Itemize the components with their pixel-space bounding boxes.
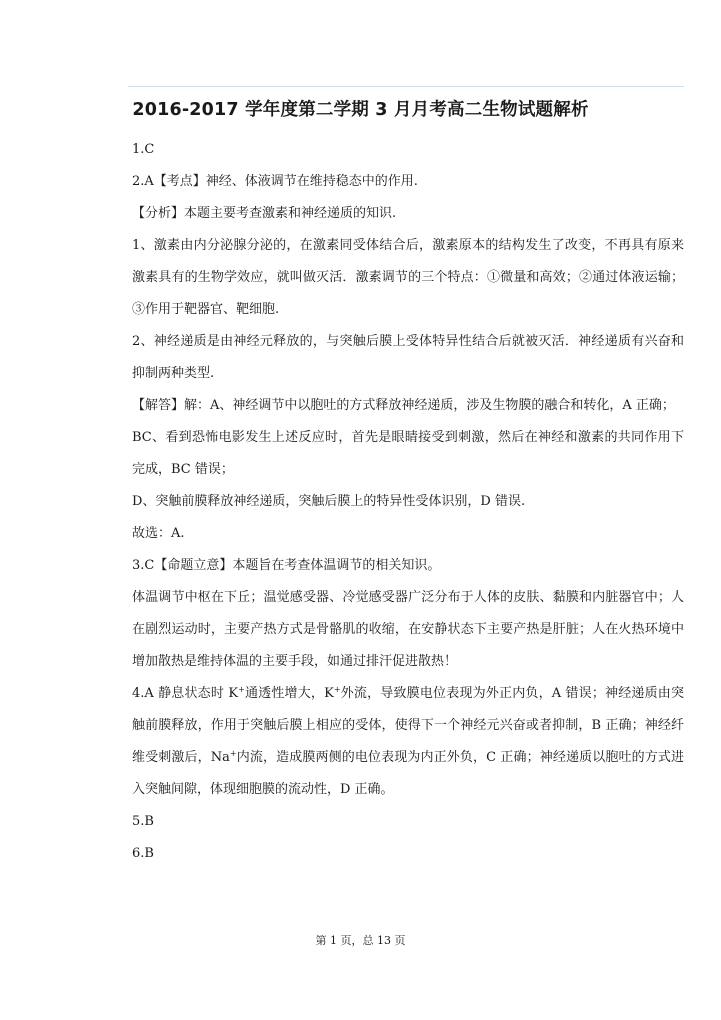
answer-4 xyxy=(132,678,684,806)
answer-4-part-b: 通透性增大，K xyxy=(244,686,334,701)
superscript-plus: + xyxy=(238,685,245,694)
analysis-heading: 【分析】本题主要考查激素和神经递质的知识. xyxy=(132,206,397,221)
answer-2: 2.A【考点】神经、体液调节在维持稳态中的作用. xyxy=(132,174,418,189)
answer-4-part-c: 外流，导致膜电位表现为外正内负，A 错误；神经递质由突触前膜释放，作用于突触后膜上相应的受体，使得下一个神经元兴奋或者抑制，B 正确；神经纤维受刺激后，Na xyxy=(132,686,684,765)
answer-1: 1.C xyxy=(132,142,155,157)
answer-6: 6.B xyxy=(132,846,154,861)
superscript-plus: + xyxy=(333,685,341,694)
analysis-point-1: 1、激素由内分泌腺分泌的，在激素同受体结合后，激素原本的结构发生了改变，不再具有原来激素具有的生物学效应，就叫做灭活．激素调节的三个特点：①微量和高效；②通过体液运输；③作用于靶器官、靶细胞. xyxy=(132,238,684,317)
solution-choice: 故选：A. xyxy=(132,526,185,541)
answer-4-part-d: 内流，造成膜两侧的电位表现为内正外负，C 正确；神经递质以胞吐的方式进入突触间隙，体现细胞膜的流动性，D 正确。 xyxy=(132,750,684,797)
answer-3-explanation: 体温调节中枢在下丘；温觉感受器、冷觉感受器广泛分布于人体的皮肤、黏膜和内脏器官中；人在剧烈运动时，主要产热方式是骨骼肌的收缩，在安静状态下主要产热是肝脏；人在火热环境中增加散热是维持体温的主要手段，如通过排汗促进散热！ xyxy=(132,590,684,669)
header-rule xyxy=(128,86,684,87)
analysis-point-2: 2、神经递质是由神经元释放的，与突触后膜上受体特异性结合后就被灭活．神经递质有兴奋和抑制两种类型. xyxy=(132,334,684,381)
superscript-plus: + xyxy=(229,749,237,758)
solution-bc: BC、看到恐怖电影发生上述反应时，首先是眼睛接受到刺激，然后在神经和激素的共同作用下完成，BC 错误； xyxy=(132,430,684,477)
answer-4-part-a: 4.A 静息状态时 K xyxy=(132,686,239,701)
answer-5: 5.B xyxy=(132,814,154,829)
page-footer: 第 1 页，总 13 页 xyxy=(315,934,406,947)
answer-3: 3.C【命题立意】本题旨在考查体温调节的相关知识。 xyxy=(132,558,441,573)
solution-d: D、突触前膜释放神经递质，突触后膜上的特异性受体识别，D 错误. xyxy=(132,494,526,509)
document-body xyxy=(132,134,684,870)
solution-a: 【解答】解：A、神经调节中以胞吐的方式释放神经递质，涉及生物膜的融合和转化，A 正确； xyxy=(132,398,675,413)
page-title: 2016-2017 学年度第二学期 3 月月考高二生物试题解析 xyxy=(132,100,589,120)
